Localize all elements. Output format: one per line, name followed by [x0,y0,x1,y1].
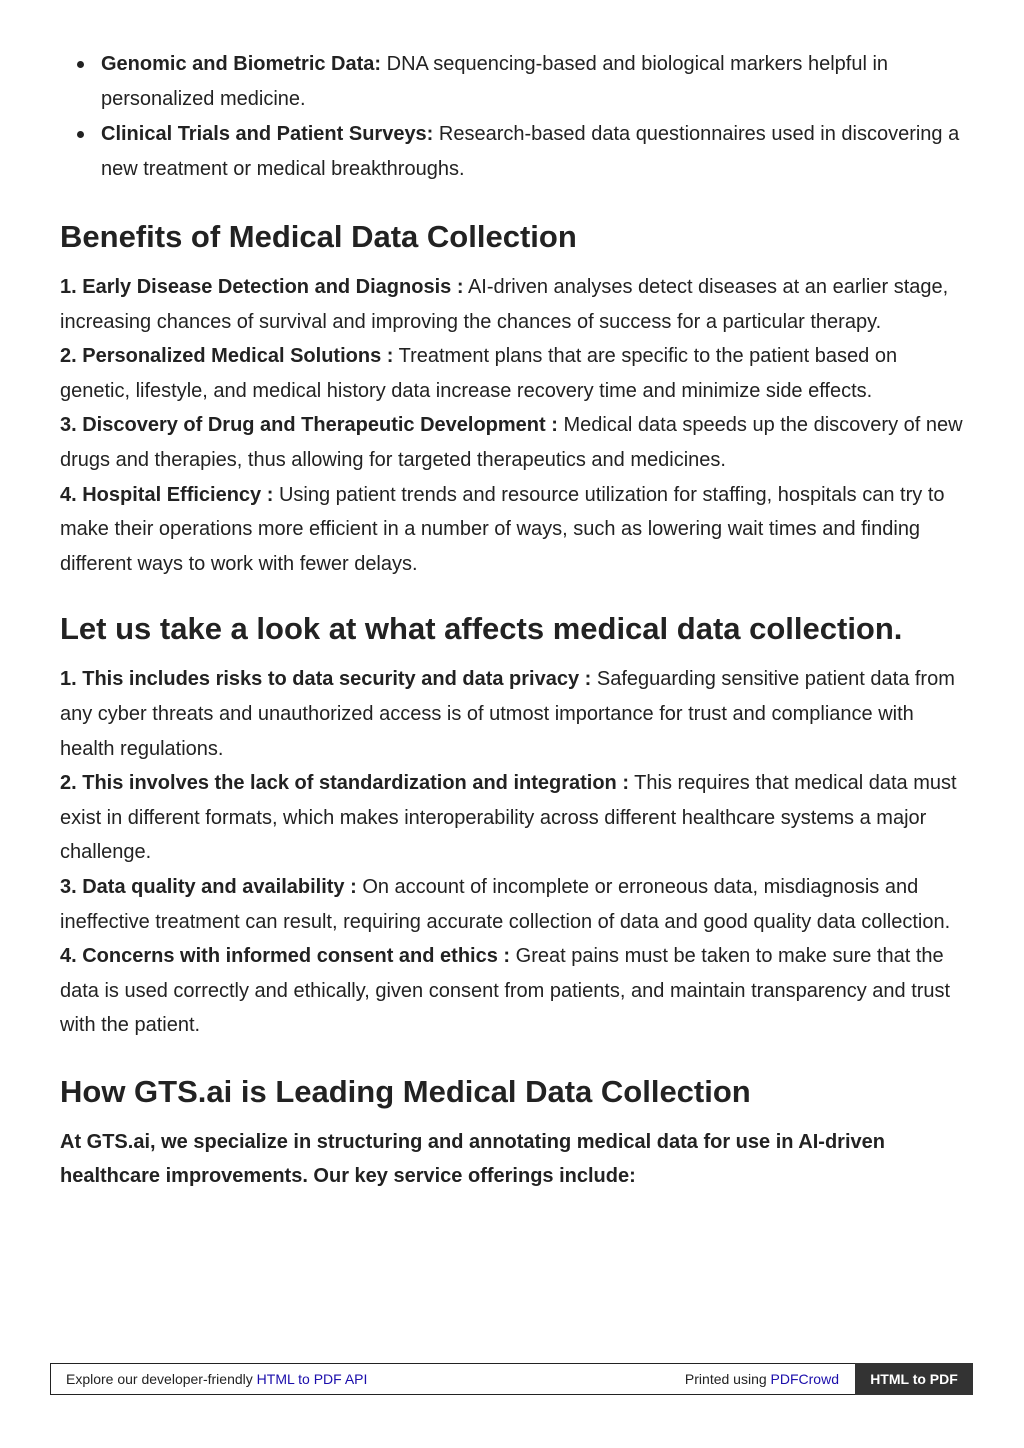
list-item-title: Clinical Trials and Patient Surveys: [101,123,434,145]
affects-heading: Let us take a look at what affects medical data collection. [60,611,903,647]
affect-text: Great pains must be taken to make sure that the data is used correctly and ethically, given consent from patients, and maintain transparency and trust with the patient. [60,945,951,1037]
benefit-title: 3. Discovery of Drug and Therapeutic Development : [60,414,558,437]
gts-intro [60,1125,970,1194]
list-item [60,117,970,187]
affect-title: 3. Data quality and availability : [60,875,357,898]
footer-printed [685,1371,839,1387]
list-item-title: Genomic and Biometric Data: [101,53,382,75]
benefits-list [60,270,970,581]
benefit-item [60,408,970,477]
data-types-list [60,47,970,187]
benefit-text: Using patient trends and resource utilization for staffing, hospitals can try to make their operations more efficient in a number of ways, such as lowering wait times and finding different ways to work with fewer delays. [60,483,945,575]
pdfcrowd-footer [50,1363,973,1395]
list-item-text: DNA sequencing-based and biological markers helpful in personalized medicine. [101,53,889,110]
benefit-text: Treatment plans that are specific to the patient based on genetic, lifestyle, and medical history data increase recovery time and minimize side effects. [60,345,898,402]
benefit-title: 1. Early Disease Detection and Diagnosis : [60,276,464,298]
benefit-title: 2. Personalized Medical Solutions : [60,345,394,368]
affect-item [60,870,970,939]
list-item [60,47,970,117]
benefit-item [60,270,970,339]
list-item-text: Research-based data questionnaires used in discovering a new treatment or medical breakthroughs. [101,123,960,180]
benefit-text: AI-driven analyses detect diseases at an earlier stage, increasing chances of survival and improving the chances of success for a particular therapy. [60,276,949,333]
affect-item [60,766,970,870]
benefit-title: 4. Hospital Efficiency : [60,483,274,506]
html-to-pdf-button[interactable]: HTML to PDF [855,1363,973,1395]
affect-text: This requires that medical data must exist in different formats, which makes interoperability across different healthcare systems a major challenge. [60,772,957,864]
footer-printed-text: Printed using [684,1371,771,1387]
affect-title: 4. Concerns with informed consent and ethics : [60,945,511,968]
affect-item [60,939,970,1043]
affect-title: 2. This involves the lack of standardization and integration : [60,772,629,795]
affect-title: 1. This includes risks to data security and data privacy : [60,668,592,691]
document-content [60,47,970,1194]
bullet-icon [77,131,84,138]
html-to-pdf-api-link[interactable]: HTML to PDF API [256,1371,368,1387]
benefits-heading: Benefits of Medical Data Collection [60,219,577,254]
gts-intro-text: At GTS.ai, we specialize in structuring and annotating medical data for use in AI-driven healthcare improvements. Our key service offerings include: [60,1130,885,1188]
affect-item [60,662,970,766]
affect-text: On account of incomplete or erroneous data, misdiagnosis and ineffective treatment can result, requiring accurate collection of data and good quality data collection. [60,875,951,933]
bullet-icon [77,61,84,68]
benefit-item [60,339,970,408]
benefit-text: Medical data speeds up the discovery of new drugs and therapies, thus allowing for targeted therapeutics and medicines. [60,414,963,471]
gts-heading: How GTS.ai is Leading Medical Data Collection [60,1073,751,1109]
affect-text: Safeguarding sensitive patient data from any cyber threats and unauthorized access is of utmost importance for trust and compliance with health regulations. [60,668,955,760]
affects-list [60,662,970,1043]
pdfcrowd-link[interactable]: PDFCrowd [770,1371,839,1387]
benefit-item [60,478,970,582]
footer-explore-text: Explore our developer-friendly [66,1371,257,1387]
footer-explore [66,1371,367,1387]
